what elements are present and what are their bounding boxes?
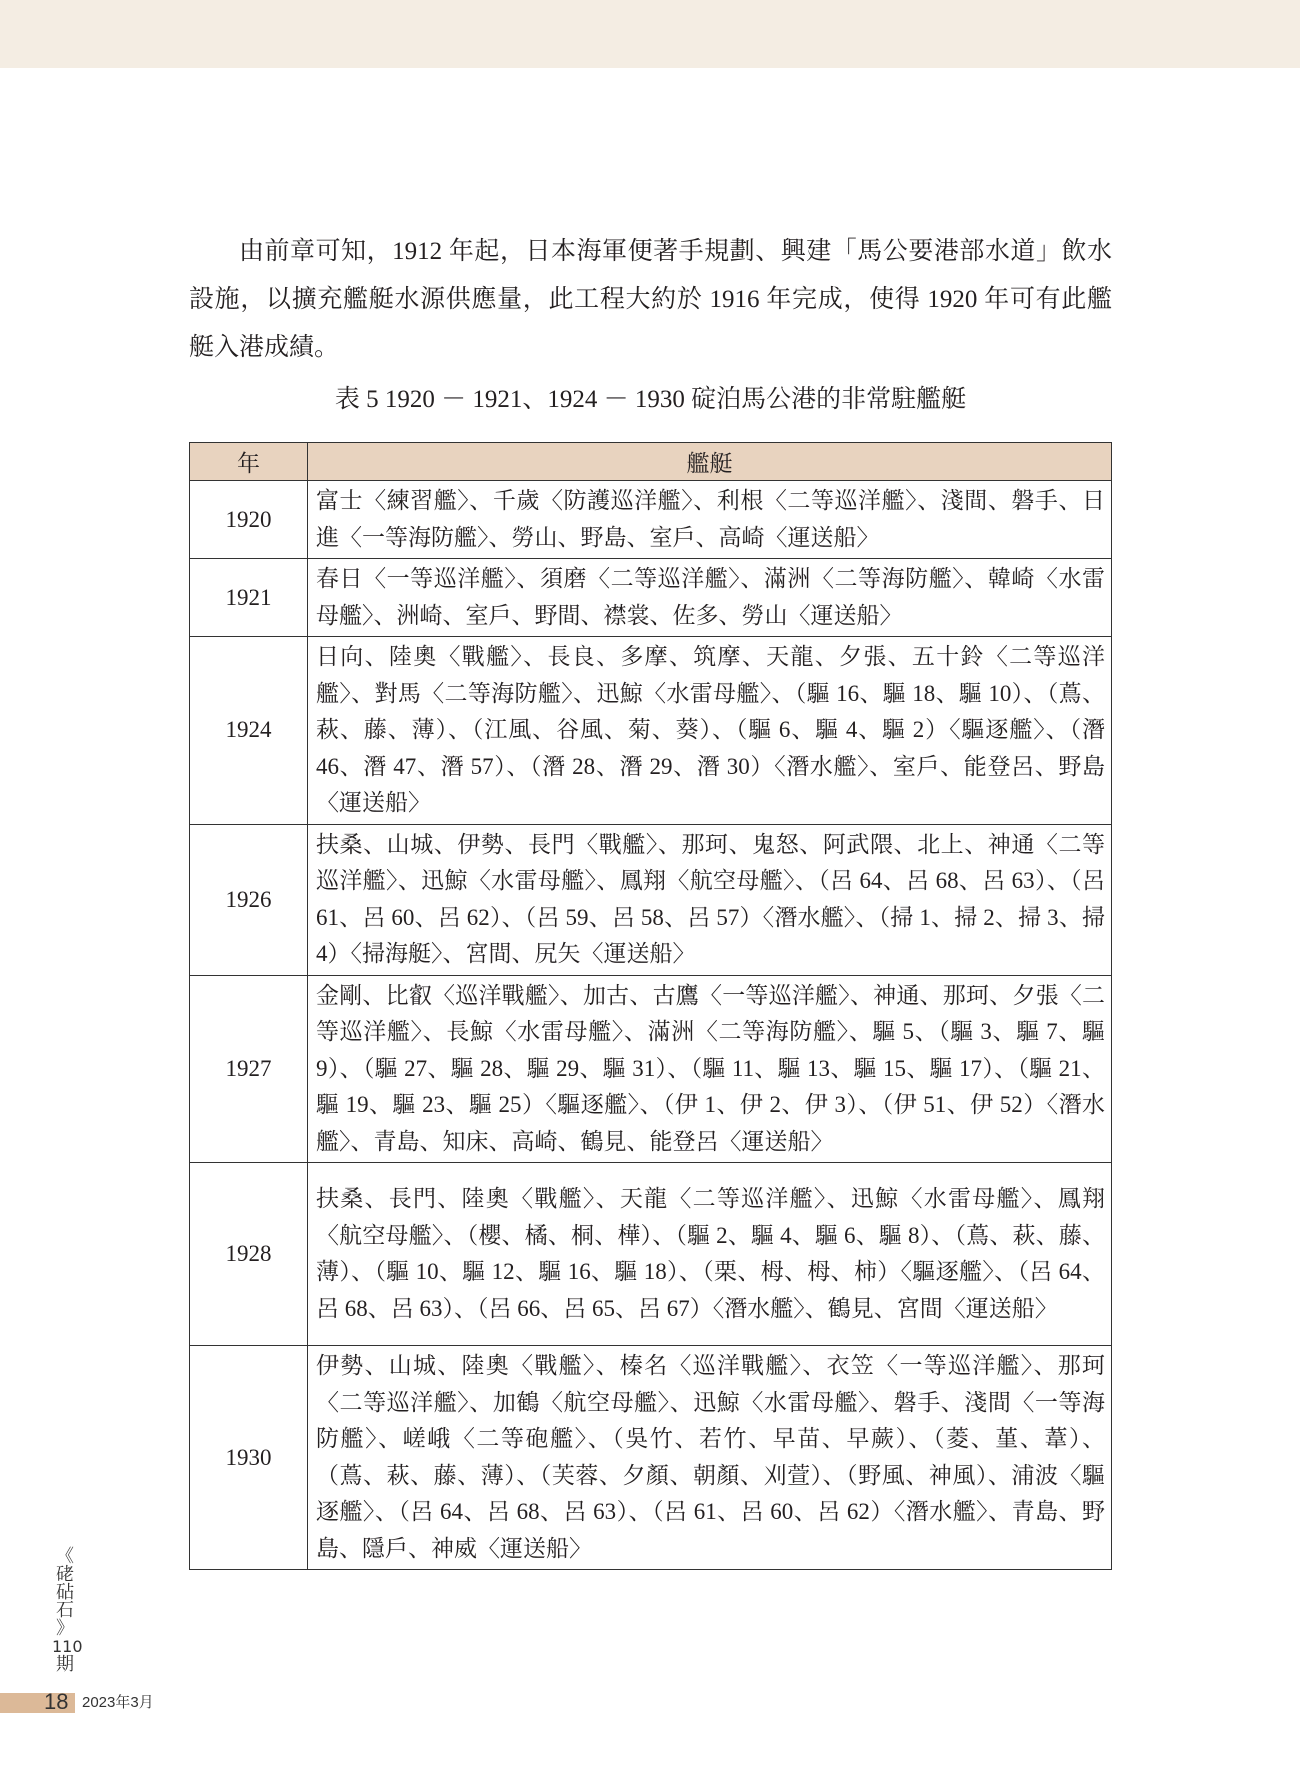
table-row [190, 824, 1112, 975]
year-cell: 1924 [190, 637, 308, 825]
magazine-title: 《 硓 砧 石 》 [56, 1546, 74, 1639]
year-cell: 1921 [190, 559, 308, 637]
header-ships: 艦艇 [308, 443, 1112, 481]
table-row [190, 637, 1112, 825]
ships-cell: 扶桑、山城、伊勢、長門〈戰艦〉、那珂、鬼怒、阿武隈、北上、神通〈二等巡洋艦〉、迅鯨〈水雷母艦〉、鳳翔〈航空母艦〉、（呂 64、呂 68、呂 63）、（呂 61、呂 60、呂 62）、（呂 59、呂 58、呂 57）〈潛水艦〉、（掃 1、掃 2、掃 3、掃 4）〈掃海艇〉、宮間、尻矢〈運送船〉 [308, 824, 1112, 975]
table-row [190, 559, 1112, 637]
year-cell: 1930 [190, 1346, 308, 1570]
year-cell: 1920 [190, 481, 308, 559]
ships-cell: 伊勢、山城、陸奧〈戰艦〉、榛名〈巡洋戰艦〉、衣笠〈一等巡洋艦〉、那珂〈二等巡洋艦〉、加鶴〈航空母艦〉、迅鯨〈水雷母艦〉、磐手、淺間〈一等海防艦〉、嵯峨〈二等砲艦〉、（吳竹、若竹、早苗、早蕨）、（菱、堇、葦）、（蔦、萩、藤、薄）、（芙蓉、夕顏、朝顏、刈萱）、（野風、神風）、浦波〈驅逐艦〉、（呂 64、呂 68、呂 63）、（呂 61、呂 60、呂 62）〈潛水艦〉、青島、野島、隱戶、神威〈運送船〉 [308, 1346, 1112, 1570]
year-cell: 1927 [190, 975, 308, 1163]
issue-date: 2023年3月 [82, 1694, 154, 1711]
issue-suffix: 期 [56, 1654, 74, 1675]
page-number: 18 [44, 1689, 69, 1714]
year-cell: 1928 [190, 1163, 308, 1346]
ships-cell: 日向、陸奧〈戰艦〉、長良、多摩、筑摩、天龍、夕張、五十鈴〈二等巡洋艦〉、對馬〈二等海防艦〉、迅鯨〈水雷母艦〉、（驅 16、驅 18、驅 10）、（蔦、萩、藤、薄）、（江風、谷風、菊、葵）、（驅 6、驅 4、驅 2）〈驅逐艦〉、（潛 46、潛 47、潛 57）、（潛 28、潛 29、潛 30）〈潛水艦〉、室戶、能登呂、野島〈運送船〉 [308, 637, 1112, 825]
magazine-sidebar [52, 1546, 83, 1675]
ships-cell: 富士〈練習艦〉、千歲〈防護巡洋艦〉、利根〈二等巡洋艦〉、淺間、磐手、日進〈一等海防艦〉、勞山、野島、室戶、高崎〈運送船〉 [308, 481, 1112, 559]
table-row [190, 975, 1112, 1163]
table-row [190, 481, 1112, 559]
issue-number: 110 [52, 1637, 83, 1656]
body-paragraph [189, 228, 1112, 372]
table-caption: 表 5 1920 － 1921、1924 － 1930 碇泊馬公港的非常駐艦艇 [334, 386, 967, 413]
ships-cell: 扶桑、長門、陸奧〈戰艦〉、天龍〈二等巡洋艦〉、迅鯨〈水雷母艦〉、鳳翔〈航空母艦〉、（櫻、橘、桐、樺）、（驅 2、驅 4、驅 6、驅 8）、（蔦、萩、藤、薄）、（驅 10、驅 12、驅 16、驅 18）、（栗、栂、栂、柿）〈驅逐艦〉、（呂 64、呂 68、呂 63）、（呂 66、呂 65、呂 67）〈潛水艦〉、鶴見、宮間〈運送船〉 [308, 1163, 1112, 1346]
top-band [0, 0, 1300, 68]
ships-table [189, 442, 1112, 1570]
year-cell: 1926 [190, 824, 308, 975]
main-content [189, 228, 1112, 1570]
ships-cell: 金剛、比叡〈巡洋戰艦〉、加古、古鷹〈一等巡洋艦〉、神通、那珂、夕張〈二等巡洋艦〉、長鯨〈水雷母艦〉、滿洲〈二等海防艦〉、驅 5、（驅 3、驅 7、驅 9）、（驅 27、驅 28、驅 29、驅 31）、（驅 11、驅 13、驅 15、驅 17）、（驅 21、驅 19、驅 23、驅 25）〈驅逐艦〉、（伊 1、伊 2、伊 3）、（伊 51、伊 52）〈潛水艦〉、青島、知床、高崎、鶴見、能登呂〈運送船〉 [308, 975, 1112, 1163]
table-row [190, 1346, 1112, 1570]
ships-cell: 春日〈一等巡洋艦〉、須磨〈二等巡洋艦〉、滿洲〈二等海防艦〉、韓崎〈水雷母艦〉、洲崎、室戶、野間、襟裳、佐多、勞山〈運送船〉 [308, 559, 1112, 637]
table-row [190, 1163, 1112, 1346]
header-year: 年 [190, 443, 308, 481]
body-text: 由前章可知，1912 年起，日本海軍便著手規劃、興建「馬公要港部水道」飲水設施，以擴充艦艇水源供應量，此工程大約於 1916 年完成，使得 1920 年可有此艦艇入港成績。 [189, 238, 1112, 361]
table-header-row [190, 443, 1112, 481]
